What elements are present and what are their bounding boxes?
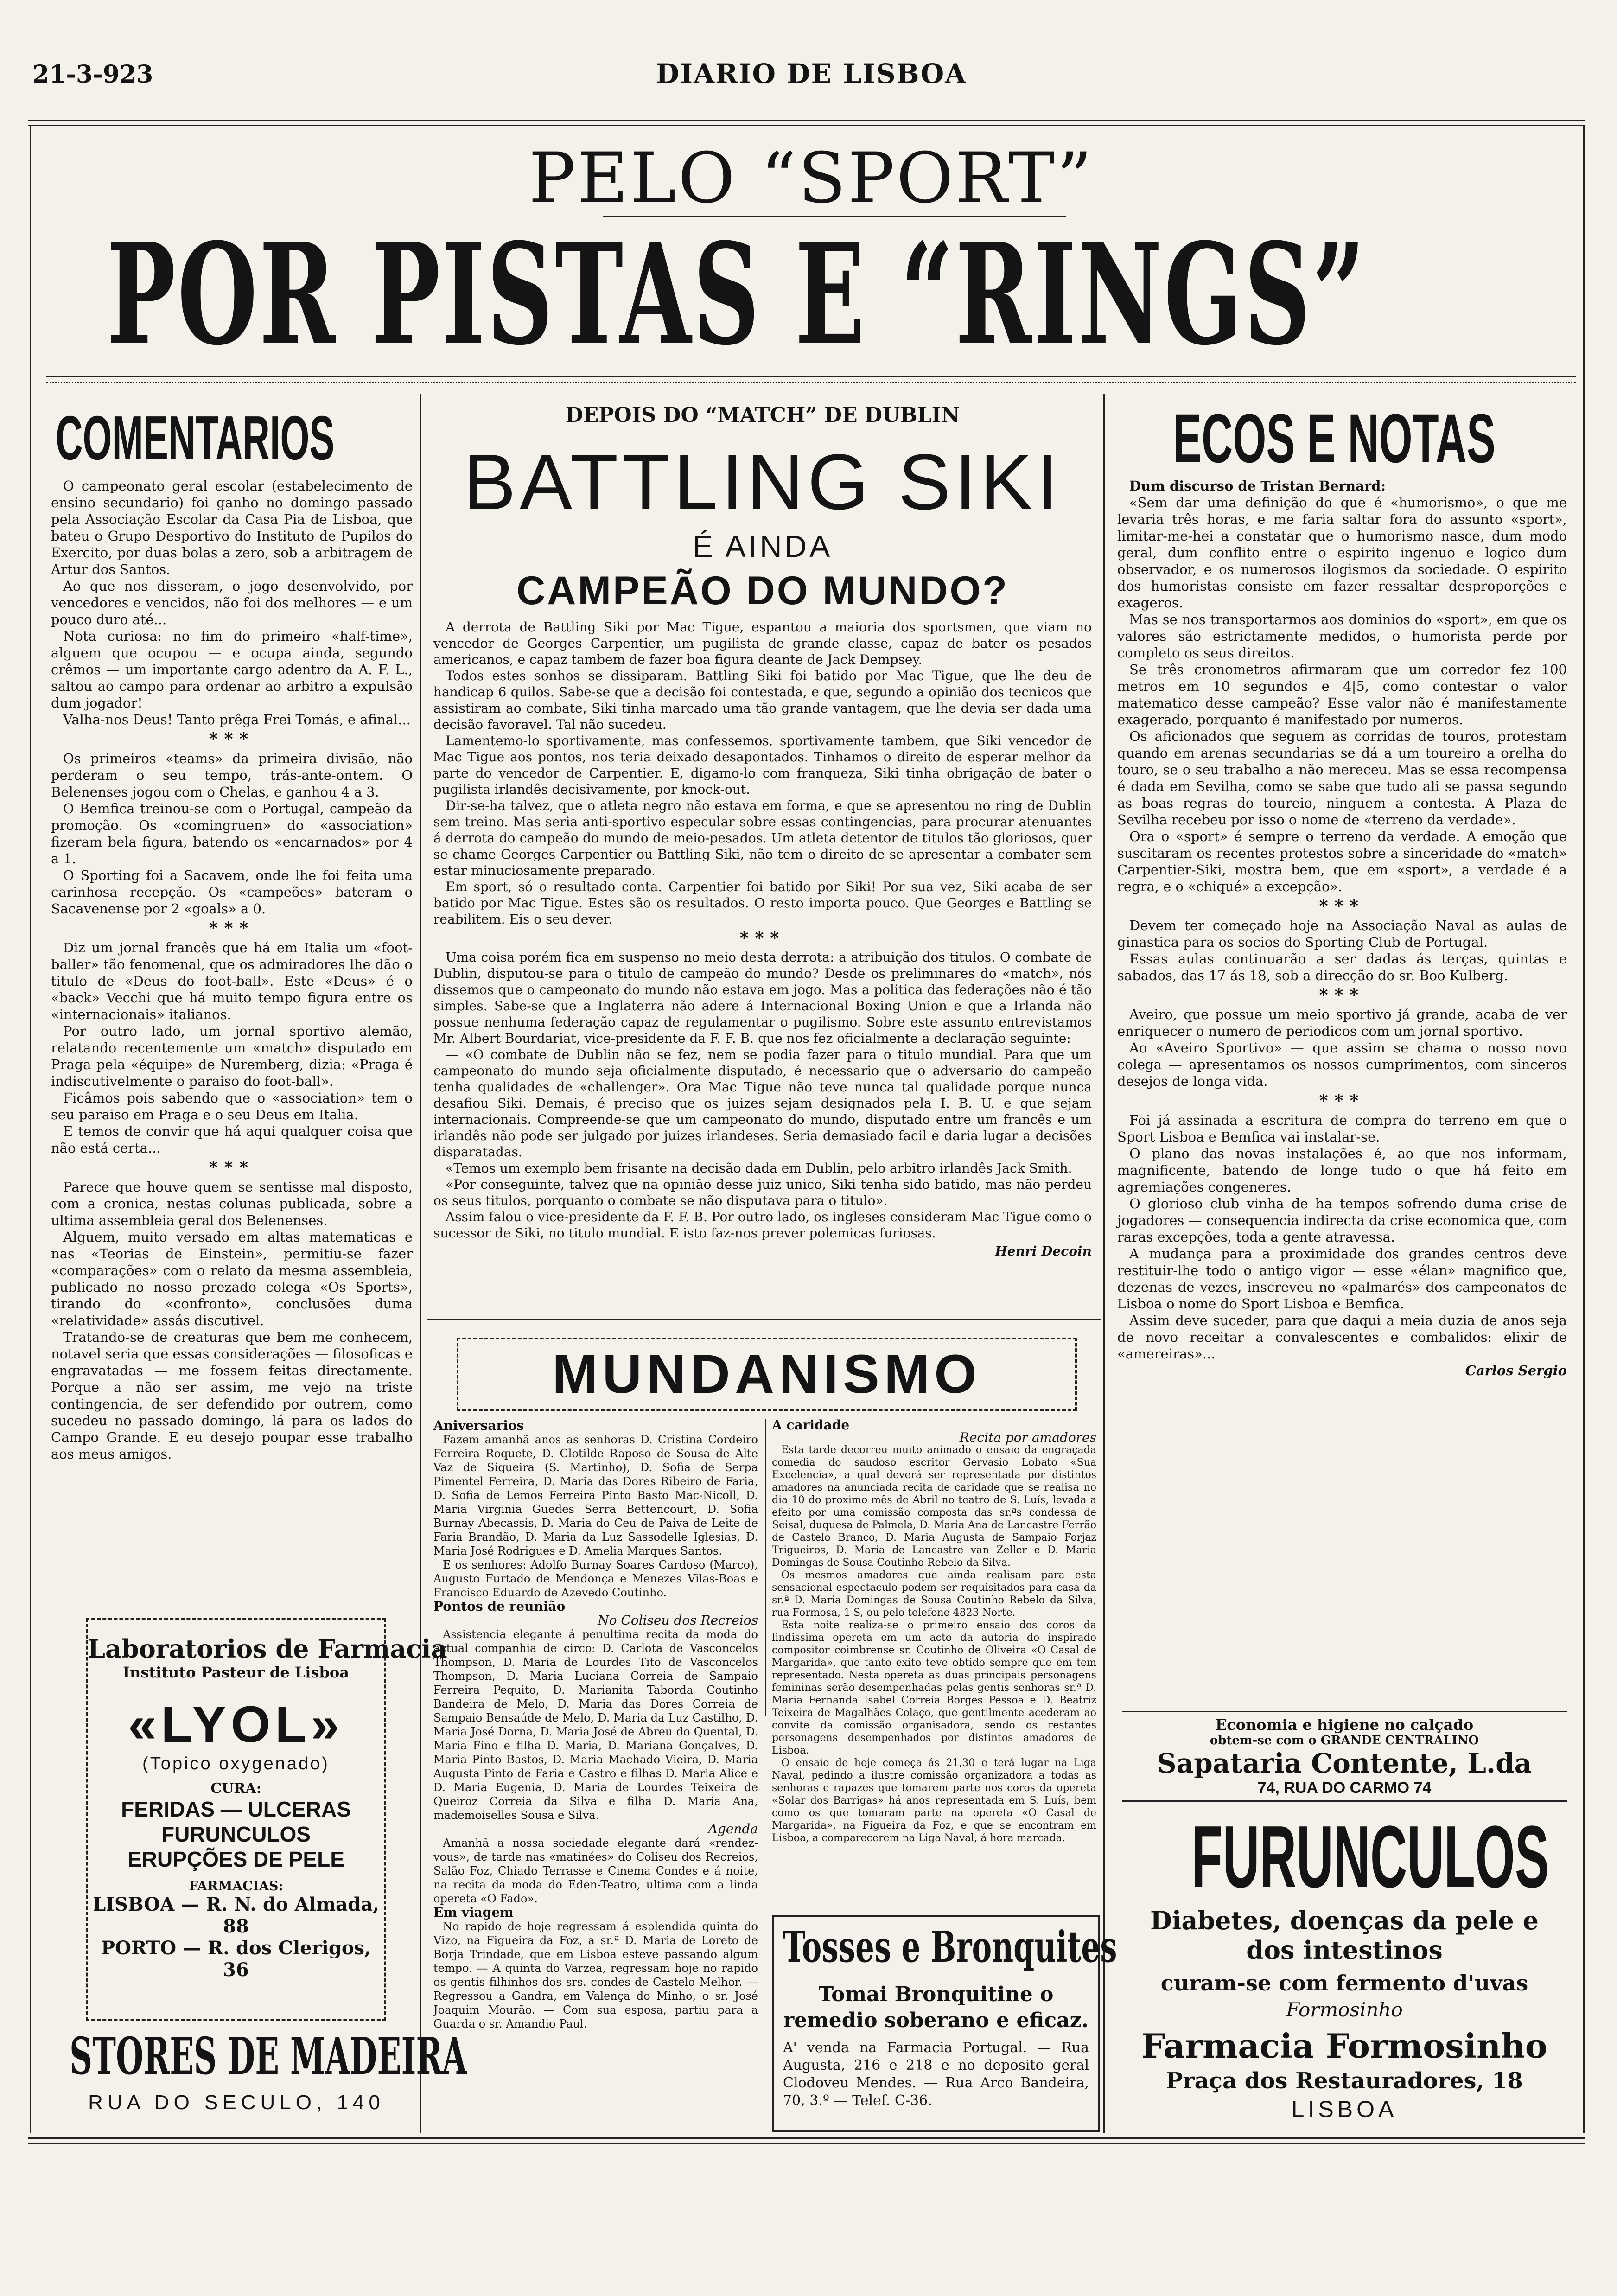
ecos-heading-wrap xyxy=(1122,399,1567,478)
ad-cura-3: ERUPÇÕES DE PELE xyxy=(127,1847,344,1871)
ad-fur-city: LISBOA xyxy=(1291,2096,1398,2122)
centre-kicker: DEPOIS DO “MATCH” DE DUBLIN xyxy=(565,403,960,427)
aniv-text: Fazem amanhã anos as senhoras D. Cristina Cordeiro Ferreira Roquete, D. Clotilde Raposo de Sousa de Alte Vaz de Siqueira (S. Martinho), D. Sofia de Serpa Pimentel Ferreira, D. Maria das Dores Ribeiro de Faria, D. Sofia de Lemos Ferreira Pinto Basto Mac-Nicoll, D. Maria Virginia Guedes Serra Bettencourt, D. Sofia Burnay Abecassis, D. Maria do Ceu de Paiva de Leite de Faria Brandão, D. Maria da Luz Sassodelle Iglesias, D. Maria José Rodrigues e D. Amelia Marques Santos. xyxy=(433,1433,758,1557)
centre-p1: A derrota de Battling Siki por Mac Tigue, espantou a maioria dos sportsmen, que viam no vencedor de Georges Carpentier, um pugilista de grande classe, capaz de bater os pesados americanos, e capaz tambem de fazer boa figura deante de Jack Dempsey. xyxy=(433,619,1092,667)
centre-p3: Lamentemo-lo sportivamente, mas confessemos, sportivamente tambem, que Siki vencedor de Mac Tigue aos pontos, nos teria deixado desapontados. Tinhamos o direito de esperar melhor da parte do vencedor de Carpentier. E, digamo-lo com franqueza, Siki tinha obrigação de bater o pugilista irlandês decisivamente, por knock-out. xyxy=(433,733,1092,797)
masthead: DIARIO DE LISBOA xyxy=(656,58,967,89)
ad-sapat-name: Sapataria Contente, L.da xyxy=(1157,1748,1532,1779)
ad-sapat-line-2: obtem-se com o GRANDE CENTRALINO xyxy=(1210,1734,1479,1748)
ad-lab-sub: Instituto Pasteur de Lisboa xyxy=(123,1664,349,1681)
comentarios-p7: O Sporting foi a Sacavem, onde lhe foi feita uma carinhosa recepção. Os «campeões» bateram o Sacavenense por 2 «goals» a 0. xyxy=(51,867,413,917)
comentarios-p11: E temos de convir que há aqui qualquer coisa que não está certa... xyxy=(51,1123,413,1156)
bottom-rule-2 xyxy=(28,2143,1585,2144)
comentarios-p2: Ao que nos disseram, o jogo desenvolvido, por vencedores e vencidos, não foi dos melhores — e um pouco duro até... xyxy=(51,578,413,627)
comentarios-p14: Tratando-se de creaturas que bem me conhecem, notavel seria que essas considerações — filosoficas e engravatadas — me fossem feitas directamente. Porque a não ser assim, me vejo na triste contingencia, de ser defendido por outrem, como sucedeu no passado domingo, lá para os lados do Campo Grande. E eu desejo poupar esse trabalho aos meus amigos. xyxy=(51,1329,413,1462)
ad-tosses-title: Tosses e Bronquites xyxy=(783,1922,1117,1972)
bottom-rule xyxy=(28,2137,1585,2139)
top-rule xyxy=(28,120,1585,121)
aniv-text-2: E os senhores: Adolfo Burnay Soares Cardoso (Marco), Augusto Furtado de Mendonça e Menezes Vilas-Boas e Francisco Eduardo de Azevedo Coutinho. xyxy=(433,1558,758,1599)
ecos-p2: Mas se nos transportarmos aos dominios do «sport», em que os valores são estrictamente medidos, o humorista perde por completo os seus direitos. xyxy=(1117,612,1567,661)
frame-right xyxy=(1583,125,1585,2133)
col-rule-1 xyxy=(420,394,421,2133)
comentarios-p6: O Bemfica treinou-se com o Portugal, campeão da promoção. Os «comingruen» do «association» fizeram bela figura, batendo os «encarnados» por 4 a 1. xyxy=(51,801,413,867)
frame-left xyxy=(30,125,31,2133)
ad-fur-title: FURUNCULOS xyxy=(1191,1808,1549,1906)
pontos-heading: Pontos de reunião xyxy=(433,1599,566,1614)
stars-divider: *** xyxy=(209,729,255,749)
ad-fur-pharm: Farmacia Formosinho xyxy=(1141,2026,1547,2066)
stars-divider: *** xyxy=(1319,896,1365,916)
ecos-byline: Carlos Sergio xyxy=(1465,1363,1567,1378)
comentarios-p3: Nota curiosa: no fim do primeiro «half-time», alguem que ocupou — e ocupa ainda, segundo crêmos — um importante cargo adentro da A. F. L., saltou ao campo para ordenar ao arbitro a expulsão dum jogador! xyxy=(51,628,413,711)
aniv-heading: Aniversarios xyxy=(433,1418,524,1433)
caridade-text-4: O ensaio de hoje começa ás 21,30 e terá lugar na Liga Naval, pedindo a ilustre comissão organizadora a todas as senhoras e rapazes que tomarem parte nos coros da opereta «Solar dos Barrigas» há anos representada em S. Luís, bem como os que tomaram parte na opereta «O Casal de Margarida», na Figueira da Foz, e que se encontram em Lisboa, a comparecerem na Liga Naval, á hora marcada. xyxy=(772,1757,1096,1844)
col-rule-2 xyxy=(1103,394,1105,2133)
ad-stores-addr: RUA DO SECULO, 140 xyxy=(88,2091,385,2114)
banner-title: POR PISTAS E “RINGS” xyxy=(107,212,1367,376)
centre-body xyxy=(433,619,1092,1259)
pontos-sub: No Coliseu dos Recreios xyxy=(598,1613,758,1628)
stars-divider: *** xyxy=(1319,1091,1365,1110)
stars-divider: *** xyxy=(1319,985,1365,1005)
centre-p10: Assim falou o vice-presidente da F. F. B. Por outro lado, os ingleses consideram Mac Tigue como o sucessor de Siki, no titulo mundial. E isto faz-nos prever polemicas furiosas. xyxy=(433,1209,1092,1241)
centre-headline-3: CAMPEÃO DO MUNDO? xyxy=(516,568,1009,613)
mundanismo-left xyxy=(433,1419,758,2031)
ad-fur-line-2: curam-se com fermento d'uvas xyxy=(1160,1971,1528,1996)
ad-fur-line-1: Diabetes, doenças da pele e dos intestinos xyxy=(1150,1906,1539,1965)
centre-byline: Henri Decoin xyxy=(995,1244,1092,1259)
agenda-text: Amanhã a nossa sociedade elegante dará «rendez-vous», de tarde nas «matinées» do Coliseu dos Recreios, Salão Foz, Chiado Terrasse e Cinema Condes e á noite, na recita da moda do Eden-Teatro, ultima com a linda opereta «O Fado». xyxy=(433,1837,758,1905)
centre-headline-1: BATTLING SIKI xyxy=(463,438,1062,526)
stars-divider: *** xyxy=(739,928,786,948)
page-date: 21-3-923 xyxy=(32,60,153,89)
ad-fur-title-wrap xyxy=(1122,1808,1567,1906)
stars-divider: *** xyxy=(209,918,255,938)
banner-underline xyxy=(46,376,1576,383)
mundanismo-col-rule xyxy=(765,1419,766,1716)
comentarios-p13: Alguem, muito versado em altas matematicas e nas «Teorias de Einstein», permitiu-se fazer «comparações» com o relato da mesma assembleia, publicado no nosso prezado colega «Os Sports», tirando do «confronto», conclusões duma «relatividade» assás discutivel. xyxy=(51,1229,413,1328)
ecos-p9: Ao «Aveiro Sportivo» — que assim se chama o nosso novo colega — apresentamos os nossos cumprimentos, com sinceros desejos de longa vida. xyxy=(1117,1040,1567,1089)
comentarios-body xyxy=(51,478,413,1462)
ad-tosses-line-2: A' venda na Farmacia Portugal. — Rua Augusta, 216 e 218 e no deposito geral Clodoveu Mendes. — Rua Arco Bandeira, 70, 3.º — Telef. C-36. xyxy=(783,2040,1089,2109)
ad-cura-1: FERIDAS — ULCERAS xyxy=(121,1797,351,1821)
ad-sapat-line-1: Economia e higiene no calçado xyxy=(1215,1716,1474,1734)
centre-p7: — «O combate de Dublin não se fez, nem se podia fazer para o titulo mundial. Para que um campeonato do mundo seja oficialmente disputado, é necessario que o adversario do campeão tenha qualidades de «challenger». Ora Mac Tigue não teve nunca tal qualidade porque nunca desafiou Siki. Demais, é preciso que os juizes sejam designados pela I. B. U. e que sejam internacionais. Compreende-se que um campeonato do mundo, disputado entre um francês e um irlandês não pode ser julgado por juizes irlandeses. Seria demasiado facil e daria lugar a decisões disparatadas. xyxy=(433,1047,1092,1160)
centre-p2: Todos estes sonhos se dissiparam. Battling Siki foi batido por Mac Tigue, que lhe deu de handicap 6 quilos. Sabe-se que a decisão foi contestada, e que, segundo a opinião dos tecnicos que assistiram ao combate, Siki tinha marcado uma tão grande vantagem, que lhe devia ser dada uma decisão favoravel. Tal não sucedeu. xyxy=(433,668,1092,732)
ad-cura-2: FURUNCULOS xyxy=(161,1822,311,1846)
ecos-p7: Essas aulas continuarão a ser dadas ás terças, quintas e sabados, das 17 ás 18, sob a direcção do sr. Boo Kulberg. xyxy=(1117,951,1567,983)
ecos-p10: Foi já assinada a escritura de compra do terreno em que o Sport Lisboa e Bemfica vai instalar-se. xyxy=(1117,1112,1567,1145)
ecos-p13: A mudança para a proximidade dos grandes centros deve restituir-lhe todo o antigo vigor — esse «élan» magnifico que, dezenas de vezes, inscreveu no «palmarés» dos campeonatos de Lisboa o nome do Sport Lisboa e Bemfica. xyxy=(1117,1246,1567,1312)
ad-tosses-line-1: Tomai Bronquitine o remedio soberano e eficaz. xyxy=(783,1983,1089,2032)
centre-p9: «Por conseguinte, talvez que na opinião desse juiz unico, Siki tenha sido batido, mas não perdeu os seus titulos, porquanto o combate se não disputava para o titulo». xyxy=(433,1177,1092,1208)
mundanismo-title: MUNDANISMO xyxy=(552,1344,981,1405)
ad-lyol xyxy=(86,1618,447,2021)
ad-fur-brand: Formosinho xyxy=(1286,1998,1403,2021)
ad-stores-wrap xyxy=(70,2026,467,2086)
centre-p6: Uma coisa porém fica em suspenso no meio desta derrota: a atribuição dos titulos. O combate de Dublin, disputou-se para o titulo de campeão do mundo? Desde os preliminares do «match», nós dissemos que o campeonato do mundo não estava em jogo. Mas a politica das federações não é tão simples. Sabe-se que a Inglaterra não adere á Internacional Boxing Union e que a Irlanda não possue nenhuma federação capaz de regulamentar o pugilismo. Sobre este assunto entrevistamos Mr. Albert Bourdariat, vice-presidente da F. F. B. que nos fez oficialmente a declaração seguinte: xyxy=(433,950,1092,1046)
comentarios-p9: Por outro lado, um jornal sportivo alemão, relatando recentemente um «match» disputado em Praga pela «équipe» de Nuremberg, dizia: «Praga é indiscutivelmente o paraiso do foot-ball». xyxy=(51,1023,413,1089)
centre-p4: Dir-se-ha talvez, que o atleta negro não estava em forma, e que se apresentou no ring de Dublin sem treino. Mas seria anti-sportivo especular sobre essas contingencias, para procurar atenuantes á derrota do campeão do mundo de meio-pesados. Um atleta detentor de titulos tão gloriosos, quer se chame Georges Carpentier ou Battling Siki, não tem o direito de se apresentar a combater sem estar minuciosamente preparado. xyxy=(433,798,1092,878)
caridade-text-3: Esta noite realiza-se o primeiro ensaio dos coros da lindissima opereta em um acto da autoria do inspirado compositor coimbrense sr. Coutinho de Oliveira «O Casal de Margarida», que tanto exito teve obtido sempre que em tem representado. Nesta opereta as duas principais personagens femininas serão desempenhadas pelas gentis senhoras sr.ª D. Maria Fernanda Isabel Correia Borges Pessoa e D. Beatriz Teixeira de Magalhães Colaço, que gentilmente acederam ao convite da comissão organisadora, sendo os restantes personagens desempenhados por distintos amadores de Lisboa. xyxy=(772,1620,1096,1756)
mundanismo-right xyxy=(772,1419,1096,1844)
centre-p8: «Temos um exemplo bem frisante na decisão dada em Dublin, pelo arbitro irlandês Jack Smith. xyxy=(446,1161,1072,1176)
viagem-heading: Em viagem xyxy=(433,1905,514,1920)
ad-farm-1: LISBOA — R. N. do Almada, 88 xyxy=(93,1894,379,1937)
caridade-sub: Recita por amadores xyxy=(959,1430,1096,1445)
ad-lyol-desc: (Topico oxygenado) xyxy=(142,1754,330,1773)
ecos-p5: Ora o «sport» é sempre o terreno da verdade. A emoção que suscitaram os recentes protestos sobre a sinceridade do «match» Carpentier-Siki, mostra bem, que em «sport», a verdade é a regra, e o «chiqué» a excepção». xyxy=(1117,829,1567,894)
ad-farm-2: PORTO — R. dos Clerigos, 36 xyxy=(101,1937,371,1981)
comentarios-p8: Diz um jornal francês que há em Italia um «foot-baller» tão fenomenal, que os admiradores lhe dão o titulo de «Deus do foot-ball». Este «Deus» é o «back» Vecchi que há muito tempo figura entre os «internacionais» italianos. xyxy=(51,940,413,1022)
pontos-text: Assistencia elegante á penultima recita da moda do actual companhia de circo: D. Carlota de Vasconcelos Thompson, D. Maria de Lourdes Tito de Vasconcelos Thompson, D. Maria Luciana Correia de Sampaio Ferreira Pequito, D. Marianita Taborda Coutinho Bandeira de Melo, D. Maria das Dores Correia de Sampaio Bensaúde de Melo, D. Maria da Luz Castilho, D. Maria José Dorna, D. Maria José de Abreu do Quental, D. Maria Fino e filha D. Maria, D. Mariana Gonçalves, D. Maria Pinto Bastos, D. Maria Machado Vieira, D. Maria Augusta Pinto de Faria e Castro e filhas D. Maria Alice e D. Maria Eugenia, D. Maria de Lourdes Teixeira de Queiroz Correia da Silva e filha D. Maria Ana, mademoiselles Sousa e Silva. xyxy=(433,1628,758,1822)
ad-farmacias-label: FARMACIAS: xyxy=(189,1878,283,1894)
ecos-p11: O plano das novas instalações é, ao que nos informam, magnificente, batendo de longe tudo o que há feito em agremiações congeneres. xyxy=(1117,1146,1567,1195)
comentarios-p12: Parece que houve quem se sentisse mal disposto, com a cronica, nestas colunas publicada, sobre a ultima assembleia geral dos Belenenses. xyxy=(51,1179,413,1228)
ecos-p4: Os aficionados que seguem as corridas de touros, protestam quando em arenas secundarias se dá a um toureiro a orelha do touro, se o seu trabalho a não mereceu. Mas se essa recompensa é dada em Sevilha, como se sabe que tudo ali se passa segundo as boas regras do toureio, ninguem a contesta. A Plaza de Sevilha recebeu por isso o nome de «terreno da verdade». xyxy=(1117,728,1567,828)
viagem-text: No rapido de hoje regressam á esplendida quinta do Vizo, na Figueira da Foz, a sr.ª D. Maria de Loreto de Borja Trindade, que em Lisboa esteve passando algum tempo. — A quinta do Varzea, regressam hoje no rapido os gentis filhinhos dos srs. condes de Castelo Melhor. — Regressou a Gandra, em Valença do Minho, o sr. José Joaquim Mourão. — Com sua esposa, partiu para a Guarda o sr. Amandio Paul. xyxy=(433,1920,758,2030)
ecos-p14: Assim deve suceder, para que daqui a meia duzia de anos seja de novo receitar a convalescentes e combalidos: elixir de «amereiras»... xyxy=(1117,1313,1567,1362)
comentarios-heading-wrap xyxy=(56,403,408,473)
ad-tosses xyxy=(772,1915,1117,2132)
ad-lab-title: Laboratorios de Farmacia xyxy=(88,1634,447,1664)
banner-kicker: PELO “SPORT” xyxy=(528,138,1094,219)
mundanismo-top-rule xyxy=(427,1319,1101,1320)
comentarios-p1: O campeonato geral escolar (estabelecimento de ensino secundario) foi ganho no domingo passado pela Associação Escolar da Casa Pia de Lisboa, que bateu o Grupo Desportivo do Instituto de Pupilos do Exercito, por duas bolas a zero, sob a arbitragem de Artur dos Santos. xyxy=(51,478,413,577)
ad-fur-addr: Praça dos Restauradores, 18 xyxy=(1166,2068,1523,2094)
ad-lyol-brand: «LYOL» xyxy=(128,1696,344,1753)
agenda-heading: Agenda xyxy=(708,1821,758,1837)
comentarios-heading: COMENTARIOS xyxy=(56,403,335,473)
ecos-p3: Se três cronometros afirmaram que um corredor fez 100 metros em 10 segundos e 4|5, como contestar o valor matematico desse campeão? Esse valor não é manifestamente exagerado, porquanto é manifestado por numeros. xyxy=(1117,662,1567,727)
ad-stores-title: STORES DE MADEIRA xyxy=(70,2026,467,2086)
mundanismo-frame xyxy=(457,1338,1077,1411)
stars-divider: *** xyxy=(209,1158,255,1177)
comentarios-p10: Ficâmos pois sabendo que o «association» tem o seu paraiso em Praga e o seu Deus em Italia. xyxy=(51,1090,413,1122)
ad-tosses-title-wrap xyxy=(774,1917,1117,1977)
banner-title-wrap xyxy=(107,212,1516,376)
ecos-sub: Dum discurso de Tristan Bernard: xyxy=(1129,478,1386,494)
ecos-p8: Aveiro, que possue um meio sportivo já grande, acaba de ver enriquecer o numero de periodicos com um jornal sportivo. xyxy=(1117,1007,1567,1039)
ecos-p12: O glorioso club vinha de ha tempos sofrendo duma crise de jogadores — consequencia indirecta da crise economica que, com raras excepções, toda a gente atravessa. xyxy=(1117,1196,1567,1245)
caridade-heading: A caridade xyxy=(772,1417,850,1433)
ecos-body xyxy=(1117,478,1567,1379)
caridade-text: Esta tarde decorreu muito animado o ensaio da engraçada comedia do saudoso escritor Gervasio Lobato «Sua Excelencia», a qual deverá ser representada por distintos amadores na anunciada recita de caridade que se realisa no dia 10 do proximo mês de Abril no teatro de S. Luís, levada a efeito por uma comissão composta das sr.ªs condessa de Seisal, duquesa de Palmela, D. Maria Ana de Lancastre Ferrão de Castelo Branco, D. Maria Augusta de Sampaio Forjaz Trigueiros, D. Maria de Lancastre van Zeller e D. Maria Domingas de Sousa Coutinho Rebelo da Silva. xyxy=(772,1444,1096,1569)
comentarios-p5: Os primeiros «teams» da primeira divisão, não perderam o seu tempo, trás-ante-ontem. O Belenenses jogou com o Chelas, e ganhou 4 a 3. xyxy=(51,751,413,800)
ad-sapat-addr: 74, RUA DO CARMO 74 xyxy=(1257,1779,1432,1797)
ad-cura-label: CURA: xyxy=(210,1780,261,1797)
top-rule-2 xyxy=(28,125,1585,126)
ecos-p1: «Sem dar uma definição do que é «humorismo», o que me levaria três horas, e me faria saltar fora do assunto «sport», limitar-me-hei a constatar que o humorismo nasce, dum modo geral, dum conflito entre o espirito ingenuo e logico dum observador, e os numerosos ilogismos da sociedade. O espirito dos humoristas consiste em fazer ressaltar desproporções e exageros. xyxy=(1117,495,1567,611)
ecos-p6: Devem ter começado hoje na Associação Naval as aulas de ginastica para os socios do Sporting Club de Portugal. xyxy=(1117,918,1567,950)
centre-headline-2: É AINDA xyxy=(692,529,833,563)
centre-p5: Em sport, só o resultado conta. Carpentier foi batido por Siki! Por sua vez, Siki acaba de ser batido por Mac Tigue. Estes são os resultados. O resto importa pouco. Que Georges e Battling se reabilitem. Eis o seu dever. xyxy=(433,879,1092,927)
comentarios-p4: Valha-nos Deus! Tanto prêga Frei Tomás, e afinal... xyxy=(63,712,411,727)
caridade-text-2: Os mesmos amadores que ainda realisam para esta sensacional espectaculo podem ser requisitados para casa da sr.ª D. Maria Domingas de Sousa Coutinho Rebelo da Silva, rua Formosa, 1 S, ou pelo telefone 4823 Norte. xyxy=(772,1569,1096,1619)
ad-sapataria xyxy=(1122,1711,1567,1802)
ecos-heading: ECOS E NOTAS xyxy=(1173,399,1496,477)
